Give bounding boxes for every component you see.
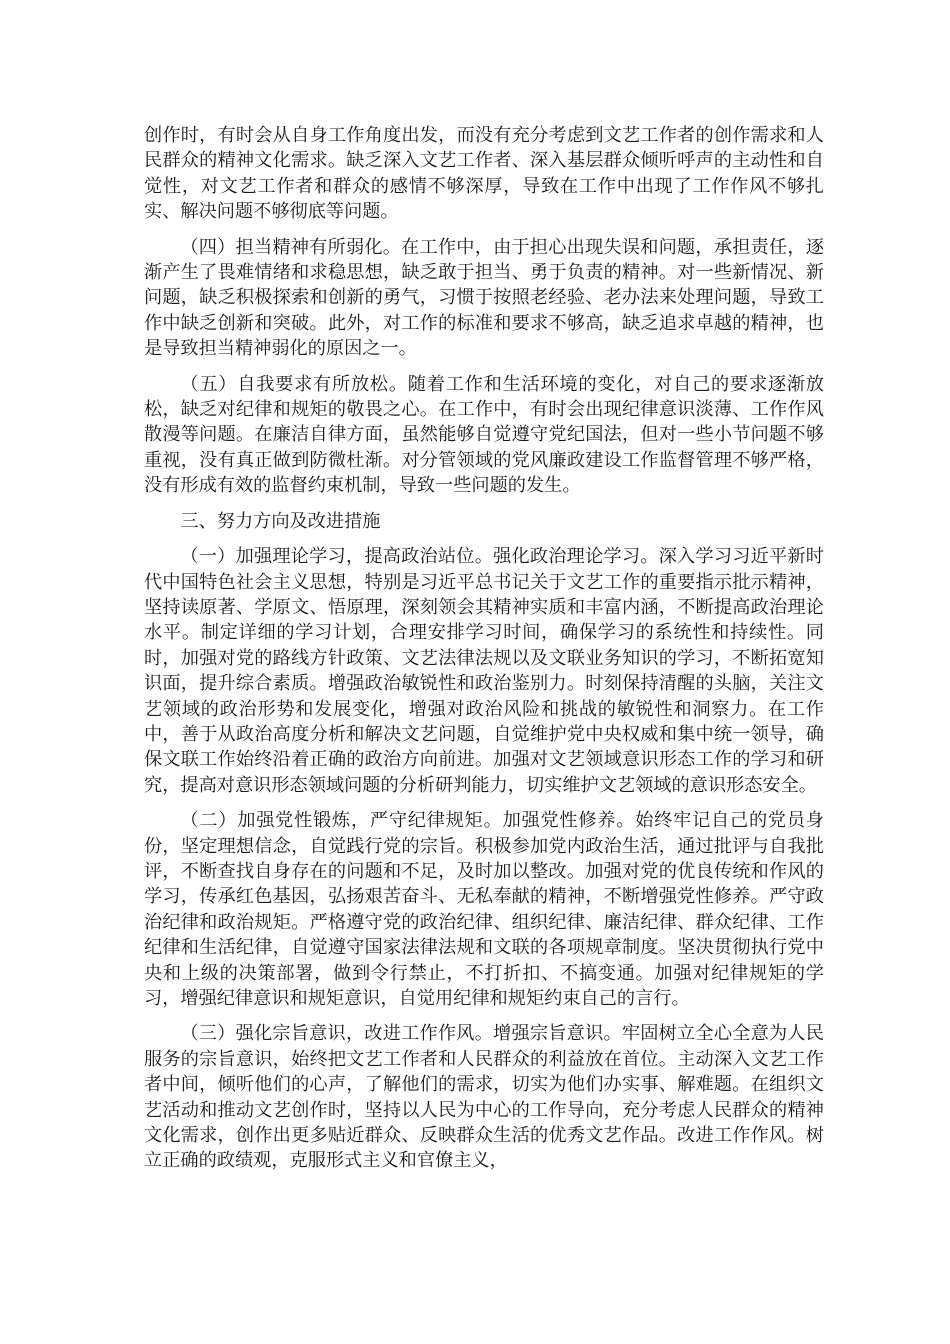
section-heading-three: 三、努力方向及改进措施: [180, 510, 381, 532]
paragraph-section-five: （五）自我要求有所放松。随着工作和生活环境的变化，对自己的要求逐渐放松，缺乏对纪律和规矩的敬畏之心。在工作中，有时会出现纪律意识淡薄、工作作风散漫等问题。在廉洁自律方面，虽然能够自觉遵守党纪国法，但对一些小节问题不够重视，没有真正做到防微杜渐。对分管领域的党风廉政建设工作监督管理不够严格，没有形成有效的监督约束机制，导致一些问题的发生。: [144, 373, 824, 497]
paragraph-continuation: 创作时，有时会从自身工作角度出发，而没有充分考虑到文艺工作者的创作需求和人民群众的精神文化需求。缺乏深入文艺工作者、深入基层群众倾听呼声的主动性和自觉性，对文艺工作者和群众的感情不够深厚，导致在工作中出现了工作作风不够扎实、解决问题不够彻底等问题。: [144, 125, 824, 223]
paragraph-section-four: （四）担当精神有所弱化。在工作中，由于担心出现失误和问题，承担责任，逐渐产生了畏难情绪和求稳思想，缺乏敢于担当、勇于负责的精神。对一些新情况、新问题，缺乏积极探索和创新的勇气，习惯于按照老经验、老办法来处理问题，导致工作中缺乏创新和突破。此外，对工作的标准和要求不够高，缺乏追求卓越的精神，也是导致担当精神弱化的原因之一。: [144, 236, 824, 360]
document-body: [144, 123, 824, 1184]
paragraph-measure-two: （二）加强党性锻炼，严守纪律规矩。加强党性修养。始终牢记自己的党员身份，坚定理想信念，自觉践行党的宗旨。积极参加党内政治生活，通过批评与自我批评，不断查找自身存在的问题和不足，及时加以整改。加强对党的优良传统和作风的学习，传承红色基因，弘扬艰苦奋斗、无私奉献的精神，不断增强党性修养。严守政治纪律和政治规矩。严格遵守党的政治纪律、组织纪律、廉洁纪律、群众纪律、工作纪律和生活纪律，自觉遵守国家法律法规和文联的各项规章制度。坚决贯彻执行党中央和上级的决策部署，做到令行禁止，不打折扣、不搞变通。加强对纪律规矩的学习，增强纪律意识和规矩意识，自觉用纪律和规矩约束自己的言行。: [144, 810, 824, 1009]
paragraph-measure-three: （三）强化宗旨意识，改进工作作风。增强宗旨意识。牢固树立全心全意为人民服务的宗旨意识，始终把文艺工作者和人民群众的利益放在首位。主动深入文艺工作者中间，倾听他们的心声，了解他们的需求，切实为他们办实事、解难题。在组织文艺活动和推动文艺创作时，坚持以人民为中心的工作导向，充分考虑人民群众的精神文化需求，创作出更多贴近群众、反映群众生活的优秀文艺作品。改进工作作风。树立正确的政绩观，克服形式主义和官僚主义，: [144, 1023, 824, 1172]
paragraph-measure-one: （一）加强理论学习，提高政治站位。强化政治理论学习。深入学习习近平新时代中国特色社会主义思想，特别是习近平总书记关于文艺工作的重要指示批示精神，坚持读原著、学原文、悟原理，深刻领会其精神实质和丰富内涵，不断提高政治理论水平。制定详细的学习计划，合理安排学习时间，确保学习的系统性和持续性。同时，加强对党的路线方针政策、文艺法律法规以及文联业务知识的学习，不断拓宽知识面，提升综合素质。增强政治敏锐性和政治鉴别力。时刻保持清醒的头脑，关注文艺领域的政治形势和发展变化，增强对政治风险和挑战的敏锐性和洞察力。在工作中，善于从政治高度分析和解决文艺问题，自觉维护党中央权威和集中统一领导，确保文联工作始终沿着正确的政治方向前进。加强对文艺领域意识形态工作的学习和研究，提高对意识形态领域问题的分析研判能力，切实维护文艺领域的意识形态安全。: [144, 546, 824, 796]
